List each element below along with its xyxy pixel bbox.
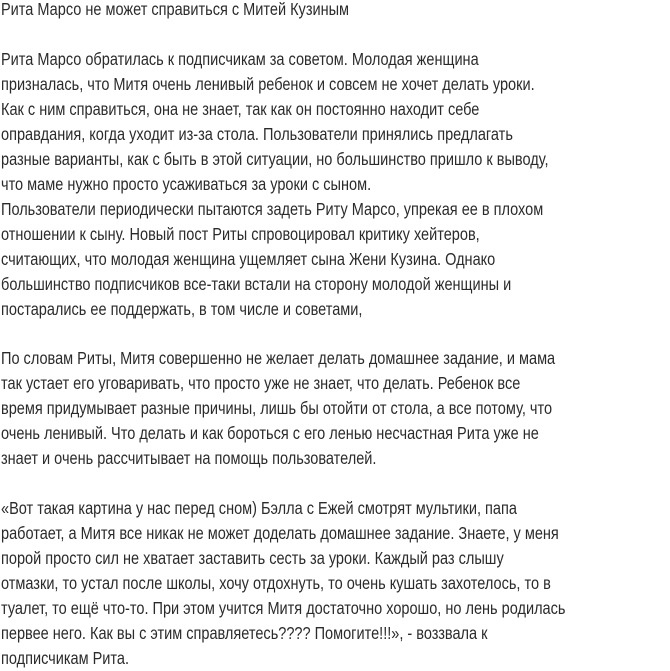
text-line: порой просто сил не хватает заставить сесть за уроки. Каждый раз слышу: [1, 547, 504, 568]
text-line: первее него. Как вы с этим справляетесь???? Помогите!!!», - воззвала к: [1, 622, 488, 643]
text-line: работает, а Митя все никак не может доделать домашнее задание. Знаете, у меня: [1, 522, 559, 543]
text-line: подписчикам Рита.: [1, 647, 130, 668]
text-line: призналась, что Митя очень ленивый ребенок и совсем не хочет делать уроки.: [1, 73, 535, 94]
text-line: отмазки, то устал после школы, хочу отдохнуть, то очень кушать захотелось, то в: [1, 572, 551, 593]
paragraph: [1, 47, 670, 322]
text-line: «Вот такая картина у нас перед сном) Бэлла с Ежей смотрят мультики, папа: [1, 497, 517, 518]
text-line: разные варианты, как с быть в этой ситуации, но большинство пришло к выводу,: [1, 148, 549, 169]
text-line: Как с ним справиться, она не знает, так как он постоянно находит себе: [1, 98, 480, 119]
text-line: время придумывает разные причины, лишь бы отойти от стола, а все потому, что: [1, 398, 553, 418]
text-line: знает и очень рассчитывает на помощь пользователей.: [1, 448, 377, 468]
text-line: что маме нужно просто усаживаться за уроки с сыном.: [1, 173, 372, 194]
paragraph: [1, 346, 670, 471]
text-line: Пользователи периодически пытаются задеть Риту Марсо, упрекая ее в плохом: [1, 198, 544, 219]
article: [1, 0, 670, 671]
paragraph-gap: [1, 471, 670, 496]
text-line: По словам Риты, Митя совершенно не желает делать домашнее задание, и мама: [1, 348, 556, 368]
paragraph: [1, 496, 670, 671]
article-body: [1, 47, 670, 671]
paragraph-gap: [1, 22, 670, 47]
text-line: считающих, что молодая женщина ущемляет сына Жени Кузина. Однако: [1, 248, 496, 269]
text-line: очень ленивый. Что делать и как бороться с его ленью несчастная Рита уже не: [1, 423, 539, 443]
text-line: отношении к сыну. Новый пост Риты спровоцировал критику хейтеров,: [1, 223, 480, 244]
text-line: туалет, то ещё что-то. При этом учится Митя достаточно хорошо, но лень родилась: [1, 597, 566, 618]
text-line: постарались ее поддержать, в том числе и советами,: [1, 298, 363, 319]
text-line: Рита Марсо обратилась к подписчикам за советом. Молодая женщина: [1, 48, 479, 69]
paragraph-gap: [1, 322, 670, 347]
article-title: Рита Марсо не может справиться с Митей Кузиным: [1, 0, 350, 19]
text-line: оправдания, когда уходит из-за стола. Пользователи принялись предлагать: [1, 123, 513, 144]
text-line: большинство подписчиков все-таки встали на сторону молодой женщины и: [1, 273, 512, 294]
text-line: так устает его уговаривать, что просто уже не знает, что делать. Ребенок все: [1, 373, 521, 393]
